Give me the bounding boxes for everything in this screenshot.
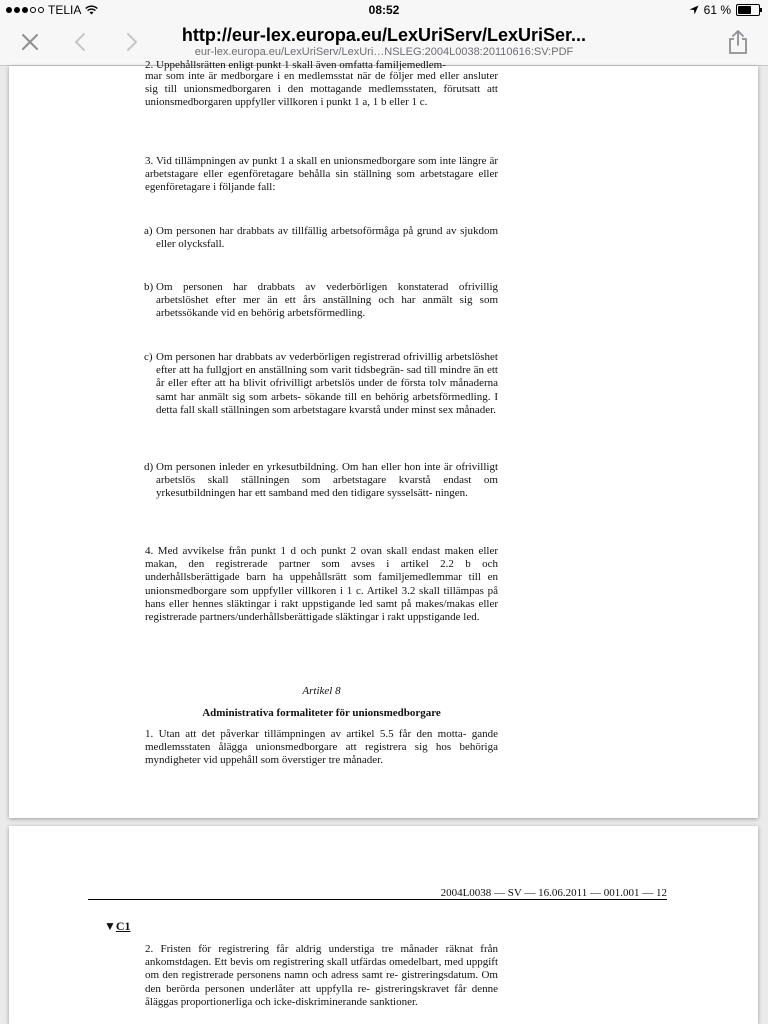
page-footer: 2004L0038 — SV — 16.06.2011 — 001.001 — 12 — [440, 887, 667, 899]
registration-paragraph: 2. Fristen för registrering får aldrig understiga tre månader räknat från ankomstdagen. Ett bevis om registrering skall utfärdas omedelbart, med uppgift om den registrerade personens namn och adress samt re- gistreringsdatum. Om den berörda personen underlåter att uppfylla re- gistreringskravet får denne åläggas proportionerliga och icke-diskriminerande sanktioner. — [145, 943, 498, 1008]
paragraph-2: mar som inte är medborgare i en medlemsstat när de följer med eller ansluter sig till unionsmedborgaren i den mottagande medlemsstaten, förutsatt att unionsmedborgaren uppfyller villkoren i punkt 1 a, 1 b eller 1 c. — [145, 70, 498, 109]
footer-rule — [88, 899, 667, 900]
share-button[interactable] — [720, 24, 756, 60]
clock: 08:52 — [368, 3, 400, 17]
list-item-text: Om personen har drabbats av vederbörligen konstaterad ofrivillig arbetslöshet efter mer än ett års anställning och har anmält sig som arbetssökande vid en behörig arbetsförmedling. — [156, 281, 498, 320]
list-item-label: b) — [144, 281, 154, 293]
battery-icon — [736, 4, 760, 16]
status-bar — [0, 0, 768, 20]
list-item-d — [144, 461, 498, 501]
location-arrow-icon — [689, 5, 699, 15]
url-subtitle[interactable]: eur-lex.europa.eu/LexUriServ/LexUri…NSLEG:2004L0038:20110616:SV:PDF — [194, 46, 574, 58]
share-icon — [728, 30, 748, 54]
pdf-page-12[interactable] — [9, 826, 758, 1024]
list-item-b — [144, 281, 498, 321]
url-title[interactable]: http://eur-lex.europa.eu/LexUriServ/LexUriSer... — [181, 25, 587, 45]
battery-percent: 61 % — [703, 3, 731, 17]
article-heading: Administrativa formaliteter för unionsmedborgare — [202, 707, 441, 719]
clipped-paragraph-line: 2. Uppehållsrätten enligt punkt 1 skall även omfatta familjemedlem- — [145, 59, 446, 71]
list-item-label: a) — [144, 225, 153, 237]
marker-arrow-icon: ▼ — [104, 919, 116, 933]
marker-label: C1 — [115, 919, 131, 933]
list-item-label: d) — [144, 461, 154, 473]
paragraph-4: 4. Med avvikelse från punkt 1 d och punkt 2 ovan skall endast maken eller makan, den registrerade partner som avses i artikel 2.2 b och underhållsberättigade barn ha uppehållsrätt som familjemedlemmar till en unionsmedborgare som uppfyller villkoren i 1 c. Artikel 3.2 skall tillämpas på hans eller hennes släktingar i rakt uppstigande led samt på makes/makas eller registrerade partners/underhållsberättigade släktingar i rakt uppstigande led. — [145, 545, 498, 624]
list-item-text: Om personen har drabbats av tillfällig arbetsoförmåga på grund av sjukdom eller olycksfall. — [156, 225, 498, 251]
article-8-paragraph-1: 1. Utan att det påverkar tillämpningen av artikel 5.5 får den motta- gande medlemsstaten ålägga unionsmedborgare att registrera sig hos behöriga myndigheter vid uppehåll som överstiger tre månader. — [145, 728, 498, 767]
article-title: Artikel 8 — [302, 685, 341, 697]
carrier-name: TELIA — [48, 3, 82, 17]
pdf-page-11[interactable] — [9, 59, 758, 818]
list-item-c — [144, 351, 498, 417]
list-item-text: Om personen har drabbats av vederbörligen registrerad ofrivillig arbetslöshet efter att ha fullgjort en anställning som varit tidsbegrän- sad till mindre än ett år eller efter att ha blivit ofrivilligt arbetslös under de första tolv månaderna samt har anmält sig som arbets- sökande till en behörig arbetsförmedling. I detta fall skall ställningen som arbetstagare kvarstå under minst sex månader. — [156, 351, 498, 416]
list-item-a — [144, 225, 498, 251]
amendment-marker — [104, 920, 131, 933]
paragraph-3: 3. Vid tillämpningen av punkt 1 a skall en unionsmedborgare som inte längre är arbetstagare eller egenföretagare behålla sin ställning som arbetstagare eller egenföretagare i följande fall: — [145, 155, 498, 194]
list-item-label: c) — [144, 351, 153, 363]
list-item-text: Om personen inleder en yrkesutbildning. Om han eller hon inte är ofrivilligt arbetslös skall ställningen som arbetstagare kvarstå endast om yrkesutbildningen har ett samband med den tidigare sysselsätt- ningen. — [156, 461, 498, 500]
